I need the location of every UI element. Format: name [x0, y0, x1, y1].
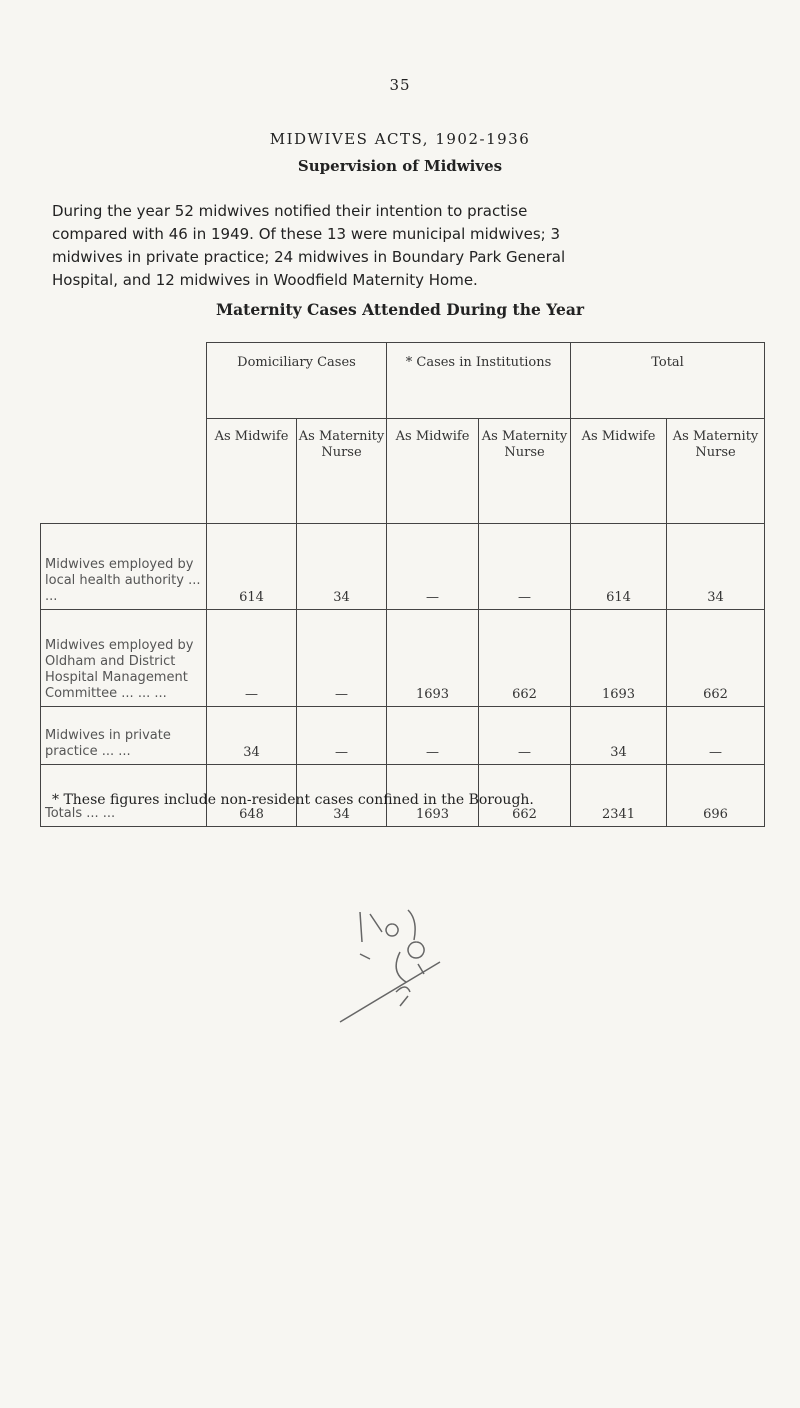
table-cell: 34: [667, 524, 765, 610]
group-header-institutions: * Cases in Institutions: [387, 343, 571, 419]
section-subtitle: Supervision of Midwives: [297, 157, 503, 175]
table-cell: 2341: [571, 765, 667, 827]
sub-header: As Midwife: [571, 419, 667, 524]
intro-line: During the year 52 midwives notified their intention to practise: [52, 202, 528, 220]
footnote: * These figures include non-resident cases confined in the Borough.: [52, 792, 534, 808]
table-row: [41, 707, 765, 765]
table-row: [41, 524, 765, 610]
table-corner-cell: [41, 343, 207, 524]
page-number: 35: [389, 76, 411, 94]
row-label: Midwives employed by Oldham and District Hospital Management Committee ... ... ...: [41, 610, 207, 707]
sub-header: As Maternity Nurse: [297, 419, 387, 524]
act-title: MIDWIVES ACTS, 1902-1936: [269, 130, 531, 148]
table-cell: —: [297, 610, 387, 707]
table-cell: 662: [479, 765, 571, 827]
row-label: Midwives employed by local health authority ... ...: [41, 524, 207, 610]
table-cell: —: [297, 707, 387, 765]
table-cell: 1693: [571, 610, 667, 707]
table-group-header-row: [41, 343, 765, 419]
table-cell: 648: [207, 765, 297, 827]
table-cell: 34: [297, 524, 387, 610]
sub-header: As Maternity Nurse: [479, 419, 571, 524]
table-cell: 1693: [387, 610, 479, 707]
table-cell: 34: [571, 707, 667, 765]
sub-header: As Maternity Nurse: [667, 419, 765, 524]
table-cell: 34: [207, 707, 297, 765]
table-cell: 1693: [387, 765, 479, 827]
intro-line: midwives in private practice; 24 midwives in Boundary Park General: [52, 248, 566, 266]
table-heading: Maternity Cases Attended During the Year: [215, 300, 585, 319]
table-cell: —: [207, 610, 297, 707]
intro-line: compared with 46 in 1949. Of these 13 were municipal midwives; 3: [52, 225, 561, 243]
table-cell: 614: [207, 524, 297, 610]
sub-header: As Midwife: [207, 419, 297, 524]
row-label: Midwives in private practice ... ...: [41, 707, 207, 765]
group-header-domiciliary: Domiciliary Cases: [207, 343, 387, 419]
table-cell: 696: [667, 765, 765, 827]
table-cell: 662: [479, 610, 571, 707]
table-cell: 662: [667, 610, 765, 707]
table-row: [41, 610, 765, 707]
table-cell: 34: [297, 765, 387, 827]
pencil-scribble: [300, 902, 520, 1032]
table-cell: —: [667, 707, 765, 765]
table-cell: —: [479, 524, 571, 610]
group-header-total: Total: [571, 343, 765, 419]
intro-line: Hospital, and 12 midwives in Woodfield Maternity Home.: [52, 271, 478, 289]
maternity-cases-table: [40, 342, 765, 827]
table-cell: 614: [571, 524, 667, 610]
sub-header: As Midwife: [387, 419, 479, 524]
intro-paragraph: [52, 200, 752, 292]
table-cell: —: [387, 524, 479, 610]
table-cell: —: [479, 707, 571, 765]
table-cell: —: [387, 707, 479, 765]
row-label: Totals ... ...: [41, 765, 207, 827]
